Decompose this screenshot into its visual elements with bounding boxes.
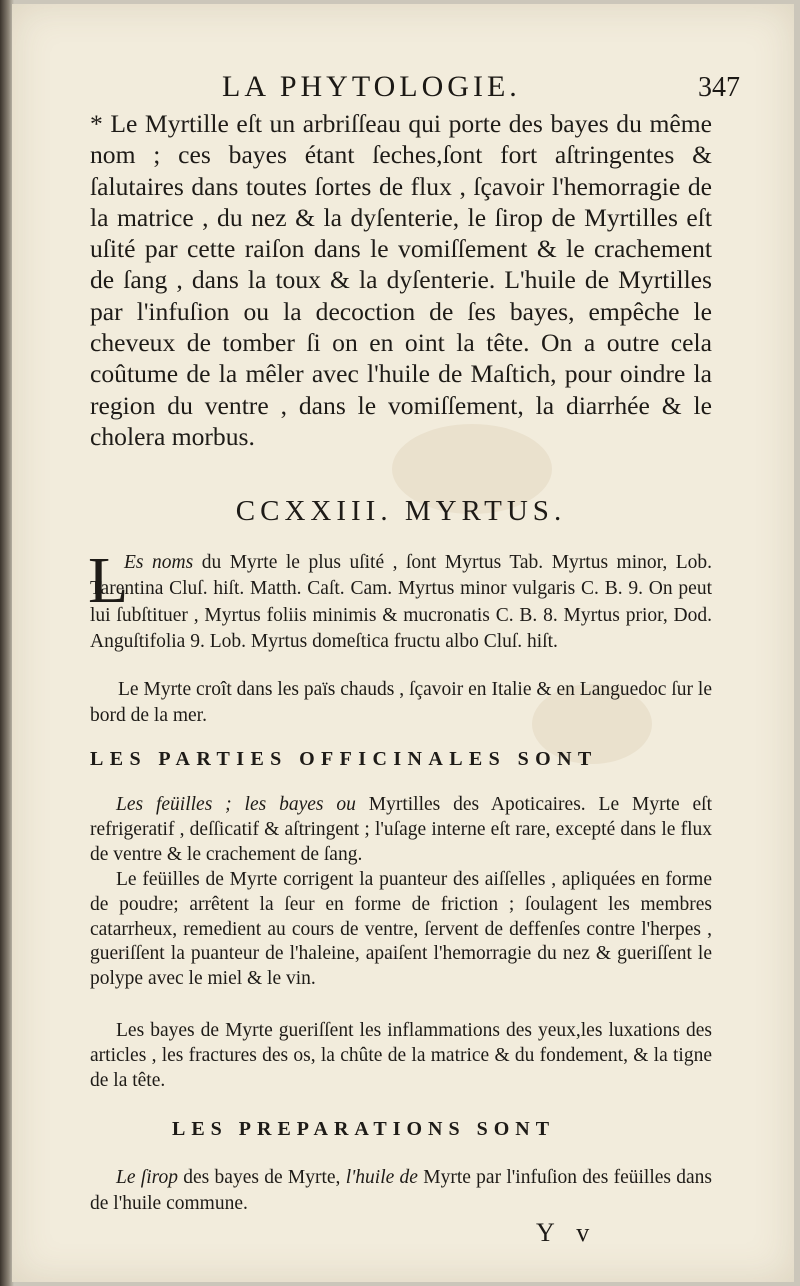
chapter-heading: CCXXIII. MYRTUS. — [235, 495, 567, 527]
preparations-text-1: des bayes de Myrte, — [177, 1167, 346, 1188]
names-paragraph — [88, 544, 713, 656]
officinal-lead: Les feüilles ; les bayes ou — [116, 794, 356, 815]
oil-lead: l'huile de — [345, 1167, 418, 1188]
berries-paragraph: Les bayes de Myrte gueriſſent les inflammations des yeux,les luxations des articles , les fractures des os, la chûte de la matrice & du fondement, & la tigne de la tête. — [90, 1020, 712, 1091]
page-number: 347 — [698, 72, 740, 103]
catchword-signature: Y v — [536, 1218, 598, 1247]
preparations-heading: LES PREPARATIONS SONT — [172, 1118, 556, 1140]
names-text: du Myrte le plus uſité , ſont Myrtus Tab. Myrtus minor, Lob. Tarentina Cluſ. hiſt. Matth. Caſt. Cam. Myrtus minor vulgaris C. B. 9. On peut lui ſubſtituer , Myrtus foliis minimis & mucronatis C. B. 8. Myrtus prior, Dod. Anguſtifolia 9. Lob. Myrtus domeſtica fructu albo Cluſ. hiſt. — [90, 552, 713, 653]
preparations-text-2: Myrte par l'infuſion des feüilles dans de l'huile commune. — [90, 1167, 712, 1214]
names-lead: Es noms — [124, 552, 194, 573]
myrtille-entry-paragraph: * Le Myrtille eſt un arbriſſeau qui porte des bayes du même nom ; ces bayes étant ſeches,ſont fort aſtringentes & ſalutaires dans toutes ſortes de flux , ſçavoir l'hemorragie de la matrice , du nez & la dyſenterie, le ſirop de Myrtilles eſt uſité par cette raiſon dans le vomiſſement & le crachement de ſang , dans la toux & la dyſenterie. L'huile de Myrtilles par l'infuſion ou la decoction de ſes bayes, empêche le cheveux de tomber ſi on en oint la tête. On a outre cela coûtume de la mêler avec l'huile de Maſtich, pour oindre la region du ventre , dans le vomiſſement, la diarrhée & le cholera morbus. — [90, 109, 712, 451]
habitat-paragraph: Le Myrte croît dans les païs chauds , ſçavoir en Italie & en Languedoc ſur le bord de la mer. — [90, 679, 712, 727]
leaves-paragraph: Le feüilles de Myrte corrigent la puanteur des aiſſelles , apliquées en forme de poudre; arrêtent la ſeur en forme de friction ; ſoulagent les membres catarrheux, remedient au cours de ventre, ſervent de deffenſes contre l'herpes , gueriſſent la puanteur de l'haleine, apaiſent l'hemorragie du nez & gueriſſent le polype avec le miel & le vin. — [90, 869, 712, 990]
syrup-lead: Le ſirop — [116, 1167, 178, 1188]
officinal-heading: LES PARTIES OFFICINALES SONT — [90, 748, 598, 770]
running-title: LA PHYTOLOGIE. — [222, 70, 521, 103]
running-head — [90, 70, 740, 110]
drop-cap: L — [88, 544, 129, 617]
officinal-text: Myrtilles des Apoticaires. Le Myrte eſt refrigeratif , deſſicatif & aſtringent ; l'uſage interne eſt rare, excepté dans le flux de ventre & le crachement de ſang. — [90, 794, 713, 865]
officinal-paragraph — [90, 793, 712, 867]
preparations-paragraph — [90, 1165, 712, 1217]
